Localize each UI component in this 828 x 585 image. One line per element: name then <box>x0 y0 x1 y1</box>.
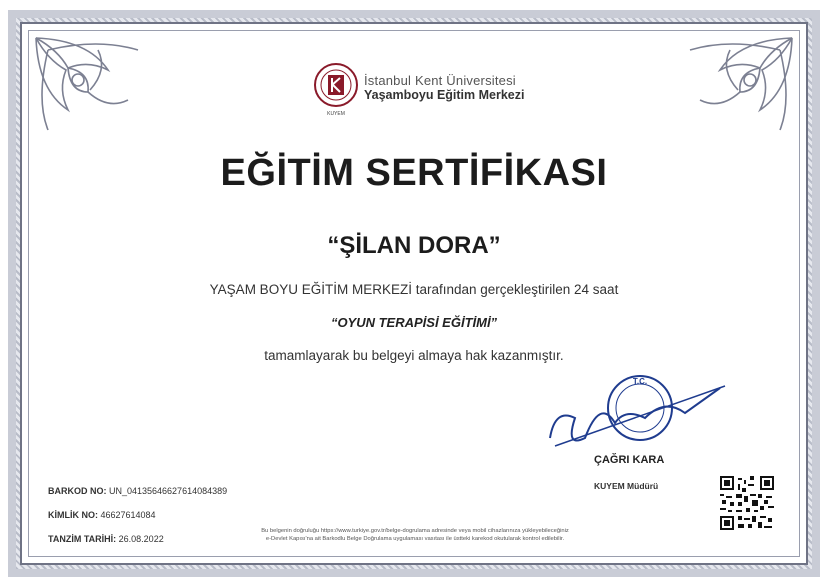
issue-date-label: TANZİM TARİHİ: <box>48 534 117 544</box>
issue-date <box>48 534 164 544</box>
statement-line-2: tamamlayarak bu belgeyi almaya hak kazanmıştır. <box>264 348 564 363</box>
official-stamp-signature <box>545 368 735 458</box>
verification-line-1: Bu belgenin doğruluğu https://www.turkiye.gov.tr/belge-dogrulama adresinde veya mobil cihazlarınıza yükleyebileceğiniz <box>261 528 569 534</box>
recipient-name: “ŞİLAN DORA” <box>327 232 501 259</box>
signer-role: KUYEM Müdürü <box>594 481 659 491</box>
corner-ornament-icon <box>28 30 148 140</box>
barcode-label: BARKOD NO: <box>48 486 107 496</box>
barcode-value: UN_04135646627614084389 <box>106 486 228 496</box>
id-value: 46627614084 <box>98 510 156 520</box>
svg-text:KUYEM: KUYEM <box>327 111 345 117</box>
university-name: İstanbul Kent Üniversitesi <box>364 73 516 88</box>
id-label: KİMLİK NO: <box>48 510 98 520</box>
verification-line-2: e-Devlet Kapısı'na ait Barkodlu Belge Doğrulama uygulaması vasıtası ile üstteki karekod okutularak kontrol edilebilir. <box>265 536 565 542</box>
qr-code-icon[interactable] <box>720 476 774 530</box>
certificate-title: EĞİTİM SERTİFİKASI <box>220 152 608 194</box>
course-name: “OYUN TERAPİSİ EĞİTİMİ” <box>330 315 498 330</box>
issue-date-value: 26.08.2022 <box>116 534 164 544</box>
corner-ornament-icon <box>680 30 800 140</box>
statement-line-1: YAŞAM BOYU EĞİTİM MERKEZİ tarafından gerçekleştirilen 24 saat <box>209 282 619 297</box>
verification-note <box>200 527 630 543</box>
center-name: Yaşamboyu Eğitim Merkezi <box>364 88 525 102</box>
signer-name: ÇAĞRI KARA <box>594 454 665 466</box>
id-number <box>48 510 156 520</box>
barcode-number <box>48 486 227 496</box>
svg-text:T.C.: T.C. <box>632 377 648 386</box>
university-logo <box>313 60 359 118</box>
